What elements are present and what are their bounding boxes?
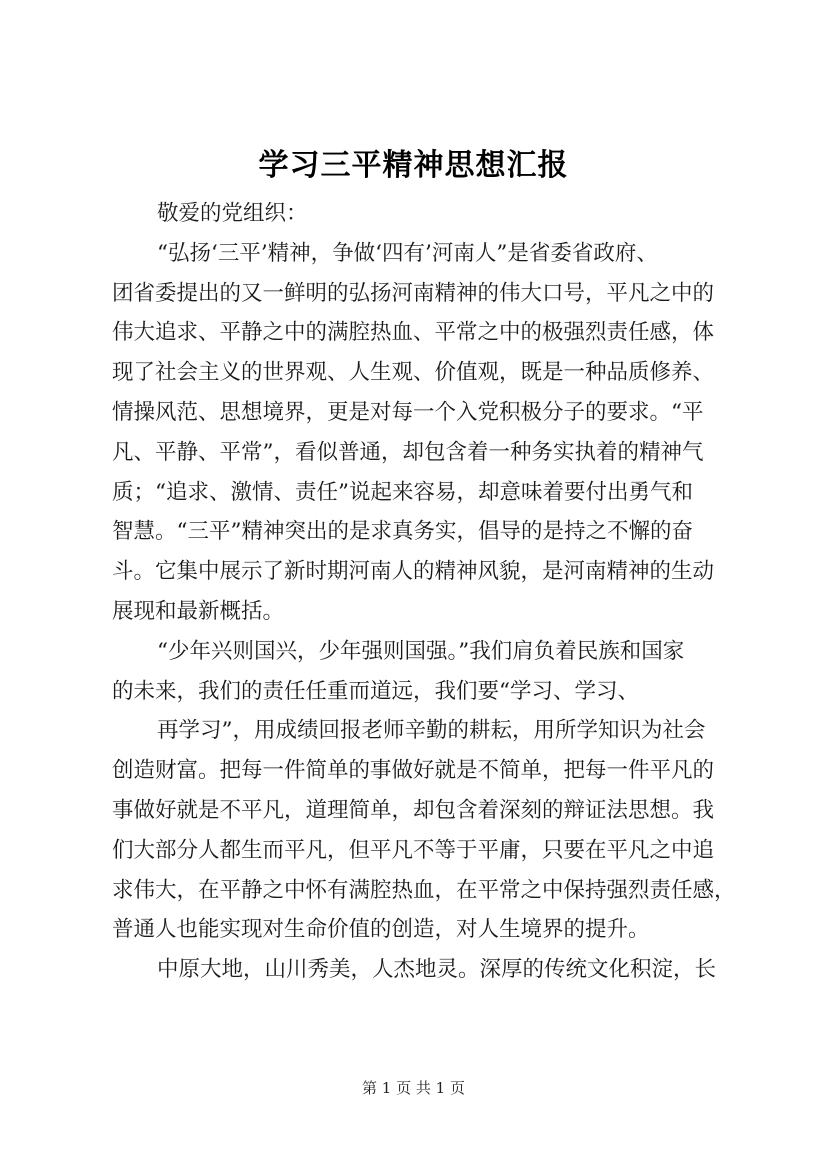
paragraph-line: 事做好就是不平凡，道理简单，却包含着深刻的辩证法思想。我 xyxy=(112,797,715,823)
paragraph-line: 展现和最新概括。 xyxy=(112,598,285,624)
paragraph-line: 求伟大，在平静之中怀有满腔热血，在平常之中保持强烈责任感， xyxy=(112,877,736,903)
paragraph-line: 普通人也能实现对生命价值的创造，对人生境界的提升。 xyxy=(112,917,650,943)
paragraph-line: 质；“追求、激情、责任”说起来容易，却意味着要付出勇气和 xyxy=(112,479,693,505)
paragraph-line: 斗。它集中展示了新时期河南人的精神风貌，是河南精神的生动 xyxy=(112,559,715,585)
salutation-line: 敬爱的党组织： xyxy=(157,201,308,226)
paragraph-line: 情操风范、思想境界，更是对每一个入党积极分子的要求。“平 xyxy=(112,399,704,425)
document-title: 学习三平精神思想汇报 xyxy=(258,148,569,183)
document-body xyxy=(112,194,736,990)
paragraph-line: 智慧。“三平”精神突出的是求真务实，倡导的是持之不懈的奋 xyxy=(112,519,693,545)
paragraph-line: 创造财富。把每一件简单的事做好就是不简单，把每一件平凡的 xyxy=(112,758,715,784)
paragraph-line: 团省委提出的又一鲜明的弘扬河南精神的伟大口号，平凡之中的 xyxy=(112,280,715,306)
paragraph-line: 现了社会主义的世界观、人生观、价值观，既是一种品质修养、 xyxy=(112,360,715,386)
paragraph-line: 伟大追求、平静之中的满腔热血、平常之中的极强烈责任感，体 xyxy=(112,320,715,346)
page-footer: 第 1 页 共 1 页 xyxy=(362,1079,465,1097)
paragraph-line: 凡、平静、平常”，看似普通，却包含着一种务实执着的精神气 xyxy=(112,439,704,465)
paragraph-line: 再学习”，用成绩回报老师辛勤的耕耘，用所学知识为社会 xyxy=(157,718,706,744)
paragraph-line: 中原大地，山川秀美，人杰地灵。深厚的传统文化积淀，长 xyxy=(157,957,717,983)
paragraph-line: 们大部分人都生而平凡，但平凡不等于平庸，只要在平凡之中追 xyxy=(112,837,715,863)
paragraph-line: “弘扬‘三平’精神，争做‘四有’河南人”是省委省政府、 xyxy=(157,240,658,266)
paragraph-line: 的未来，我们的责任任重而道远，我们要“学习、学习、 xyxy=(112,678,639,704)
paragraph-line: “少年兴则国兴，少年强则国强。”我们肩负着民族和国家 xyxy=(157,638,685,664)
